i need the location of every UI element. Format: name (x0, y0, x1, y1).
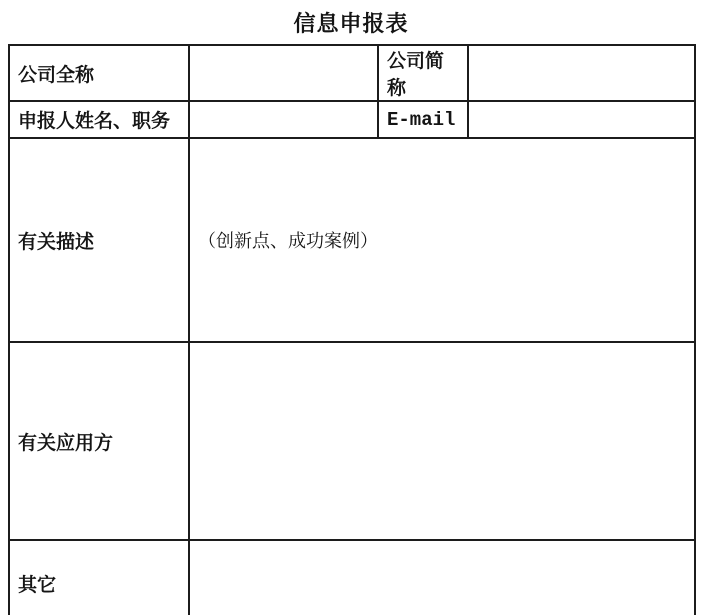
email-label: E-mail (378, 101, 468, 138)
description-hint: （创新点、成功案例） (198, 231, 378, 251)
table-row (9, 45, 695, 101)
company-full-name-field (189, 45, 378, 101)
description-field (189, 138, 695, 342)
email-field (468, 101, 695, 138)
application-party-field (189, 342, 695, 540)
other-field (189, 540, 695, 615)
table-row (9, 540, 695, 615)
declaration-table (8, 44, 696, 615)
other-label: 其它 (9, 540, 189, 615)
company-short-name-field (468, 45, 695, 101)
application-party-label: 有关应用方 (9, 342, 189, 540)
table-row (9, 342, 695, 540)
page-title: 信息申报表 (293, 11, 409, 36)
applicant-name-title-label: 申报人姓名、职务 (9, 101, 189, 138)
company-short-name-label: 公司简称 (378, 45, 468, 101)
company-full-name-label: 公司全称 (9, 45, 189, 101)
applicant-name-title-field (189, 101, 378, 138)
table-row (9, 138, 695, 342)
description-label: 有关描述 (9, 138, 189, 342)
table-row (9, 101, 695, 138)
